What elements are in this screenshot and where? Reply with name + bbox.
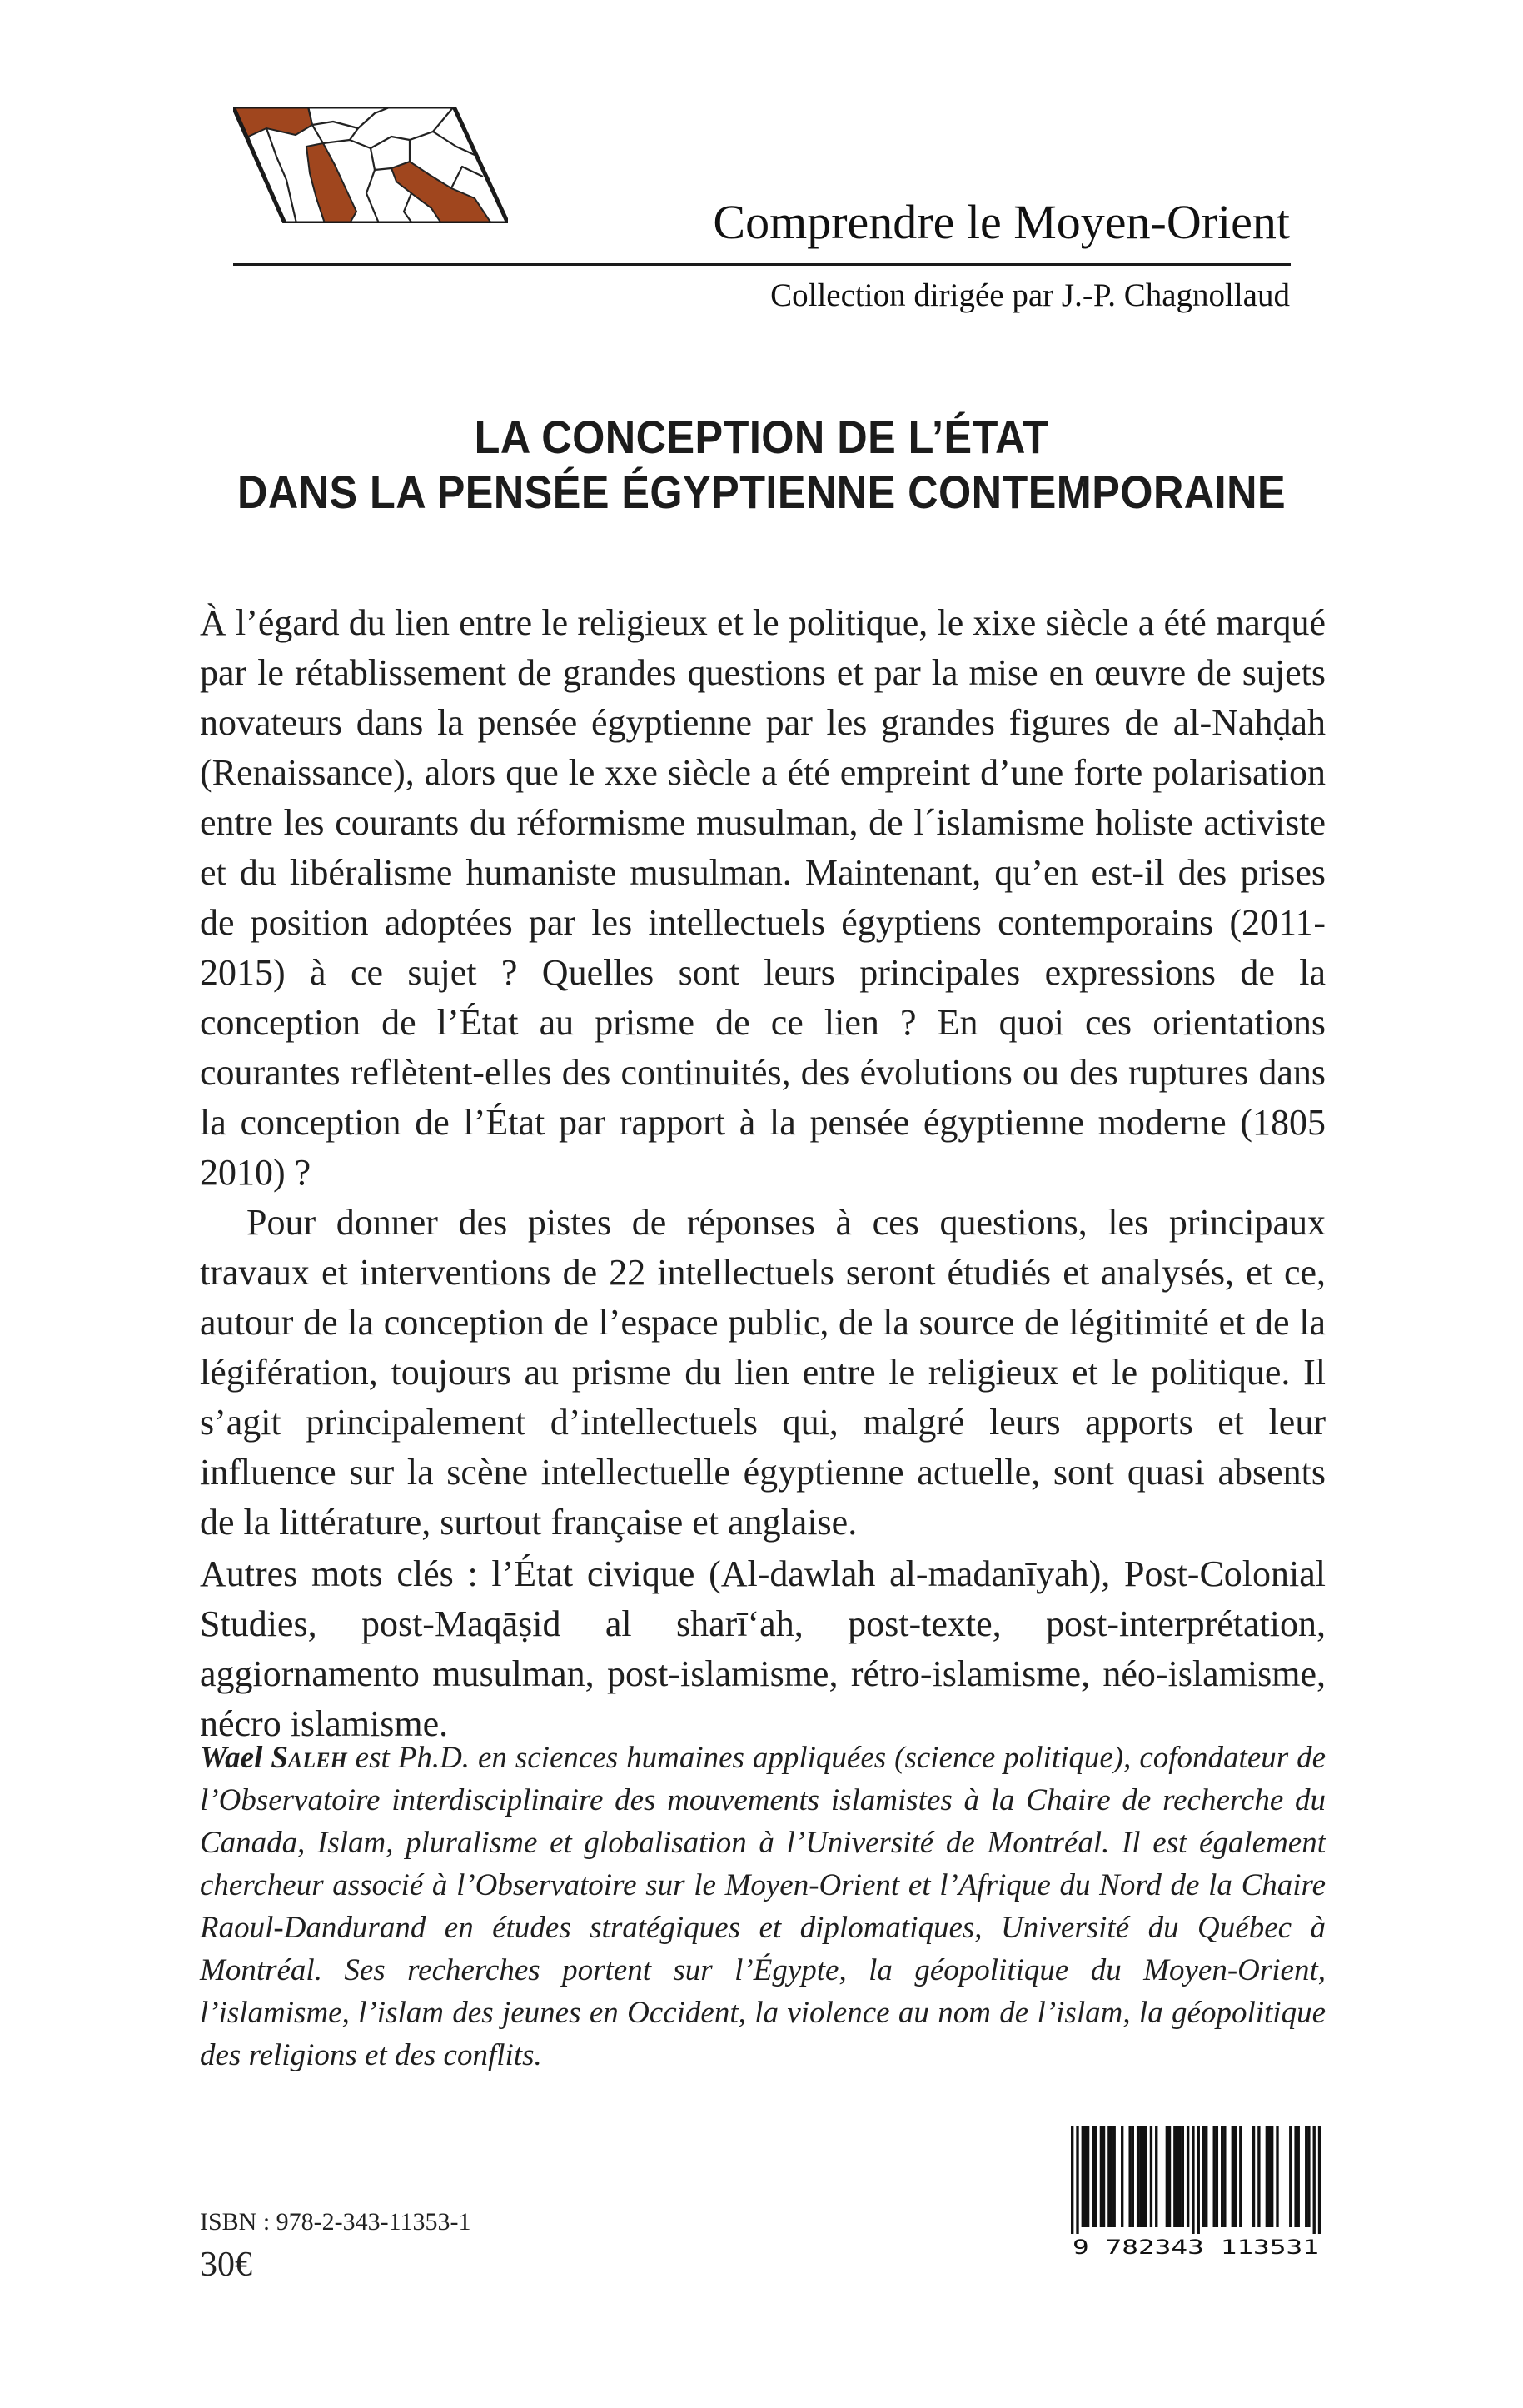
barcode-bar xyxy=(1252,2126,1255,2227)
author-bio xyxy=(200,1737,1326,2076)
barcode-bar xyxy=(1305,2126,1307,2227)
barcode-bar xyxy=(1144,2126,1147,2227)
summary-paragraph-1: À l’égard du lien entre le religieux et le politique, le xixe siècle a été marqué par le rétablissement de grandes questions et par la mise en œuvre de sujets novateurs dans la pensée égyptienne par les grandes figures de al-Nahḍah (Renaissance), alors que le xxe siècle a été empreint d’une forte polarisation entre les courants du réformisme musulman, de l´islamisme holiste activiste et du libéralisme humaniste musulman. Maintenant, qu’en est-il des prises de position adoptées par les intellectuels égyptiens contemporains (2011-2015) à ce sujet ? Quelles sont leurs principales expressions de la conception de l’État au prisme de ce lien ? En quoi ces orientations courantes reflètent-elles des continuités, des évolutions ou des ruptures dans la conception de l’État par rapport à la pensée égyptienne moderne (1805 2010) ? xyxy=(200,602,1326,1193)
barcode-bar xyxy=(1176,2126,1178,2227)
barcode-bar xyxy=(1155,2126,1157,2227)
barcode-bar xyxy=(1168,2126,1171,2227)
barcode-bar xyxy=(1197,2126,1200,2234)
barcode-bar xyxy=(1289,2126,1292,2227)
series-divider xyxy=(233,263,1291,266)
collection-editor: Collection dirigée par J.-P. Chagnollaud xyxy=(770,277,1290,313)
barcode-bar xyxy=(1092,2126,1094,2227)
barcode-bar xyxy=(1234,2126,1237,2227)
barcode-bar xyxy=(1150,2126,1152,2227)
barcode-bar xyxy=(1257,2126,1260,2227)
barcode-bar xyxy=(1192,2126,1194,2234)
title-line-2: DANS LA PENSÉE ÉGYPTIENNE CONTEMPORAINE xyxy=(236,466,1287,518)
price: 30€ xyxy=(200,2246,252,2284)
keywords: Autres mots clés : l’État civique (Al-dawlah al-madanīyah), Post-Colonial Studies, post-Maqāṣid al sharī‘ah, post-texte, post-interprétation, aggiornamento musulman, post-islamisme, rétro-islamisme, néo-islamisme, nécro islamisme. xyxy=(200,1553,1326,1744)
barcode-bar xyxy=(1071,2126,1073,2234)
barcode-bar xyxy=(1213,2126,1216,2227)
barcode-bar xyxy=(1223,2126,1226,2227)
series-map-logo xyxy=(233,107,508,223)
book-title xyxy=(76,410,1446,520)
barcode-bar xyxy=(1137,2126,1139,2227)
barcode-bar xyxy=(1113,2126,1116,2227)
barcode-bar xyxy=(1178,2126,1181,2227)
barcode-bar xyxy=(1107,2126,1110,2227)
author-last-name: Saleh xyxy=(271,1741,347,1775)
barcode-bar xyxy=(1318,2126,1321,2234)
barcode-bar xyxy=(1313,2126,1316,2234)
barcode-bar xyxy=(1087,2126,1089,2227)
author-bio-text: est Ph.D. en sciences humaines appliquées (science politique), cofondateur de l’Observatoire interdisciplinaire des mouvements islamistes à la Chaire de recherche du Canada, Islam, pluralisme et globalisation à l’Université de Montréal. Il est également chercheur associé à l’Observatoire sur le Moyen-Orient et l’Afrique du Nord de la Chaire Raoul-Dandurand en études stratégiques et diplomatiques, Université du Québec à Montréal. Ses recherches portent sur l’Égypte, la géopolitique du Moyen-Orient, l’islamisme, l’islam des jeunes en Occident, la violence au nom de l’islam, la géopolitique des religions et des conflits. xyxy=(200,1741,1326,2072)
barcode-bar xyxy=(1139,2126,1142,2227)
barcode-bar xyxy=(1202,2126,1205,2227)
barcode-bar xyxy=(1121,2126,1123,2227)
summary xyxy=(200,598,1326,1548)
barcode-bar xyxy=(1239,2126,1242,2227)
barcode-bar xyxy=(1094,2126,1097,2227)
barcode-bar xyxy=(1110,2126,1112,2227)
barcode-bar xyxy=(1221,2126,1223,2227)
author-name xyxy=(200,1741,347,1775)
barcode-bar xyxy=(1132,2126,1134,2227)
barcode-bar xyxy=(1082,2126,1084,2227)
barcode-bar xyxy=(1166,2126,1168,2227)
title-line-1: LA CONCEPTION DE L’ÉTAT xyxy=(474,411,1049,463)
barcode-bar xyxy=(1187,2126,1189,2227)
author-first-name: Wael xyxy=(200,1741,263,1775)
barcode-bar xyxy=(1173,2126,1176,2227)
barcode-bar xyxy=(1205,2126,1207,2227)
barcode-bar xyxy=(1294,2126,1297,2227)
barcode-bar xyxy=(1271,2126,1273,2227)
barcode-bar xyxy=(1076,2126,1078,2234)
barcode-bar xyxy=(1276,2126,1278,2227)
barcode-bar xyxy=(1232,2126,1234,2227)
barcode-bar xyxy=(1102,2126,1105,2227)
barcode-bar xyxy=(1128,2126,1131,2227)
barcode-bar xyxy=(1268,2126,1271,2227)
barcode-bar xyxy=(1307,2126,1310,2227)
summary-paragraph-2: Pour donner des pistes de réponses à ces questions, les principaux travaux et interventions de 22 intellectuels seront étudiés et analysés, et ce, autour de la conception de l’espace public, de la source de légitimité et de la légifération, toujours au prisme du lien entre le religieux et le politique. Il s’agit principalement d’intellectuels qui, malgré leurs apports et leur influence sur la scène intellectuelle égyptienne actuelle, sont quasi absents de la littérature, surtout française et anglaise. xyxy=(200,1202,1326,1543)
barcode-bar xyxy=(1266,2126,1268,2227)
barcode xyxy=(1069,2126,1322,2259)
barcode-bar xyxy=(1297,2126,1300,2227)
barcode-bar xyxy=(1142,2126,1144,2227)
barcode-bar xyxy=(1216,2126,1218,2227)
series-name: Comprendre le Moyen-Orient xyxy=(713,195,1290,249)
barcode-bar xyxy=(1084,2126,1087,2227)
barcode-bar xyxy=(1100,2126,1102,2227)
barcode-number: 9 782343 113531 xyxy=(1073,2236,1319,2259)
isbn: ISBN : 978-2-343-11353-1 xyxy=(200,2208,471,2236)
barcode-bar xyxy=(1182,2126,1184,2227)
